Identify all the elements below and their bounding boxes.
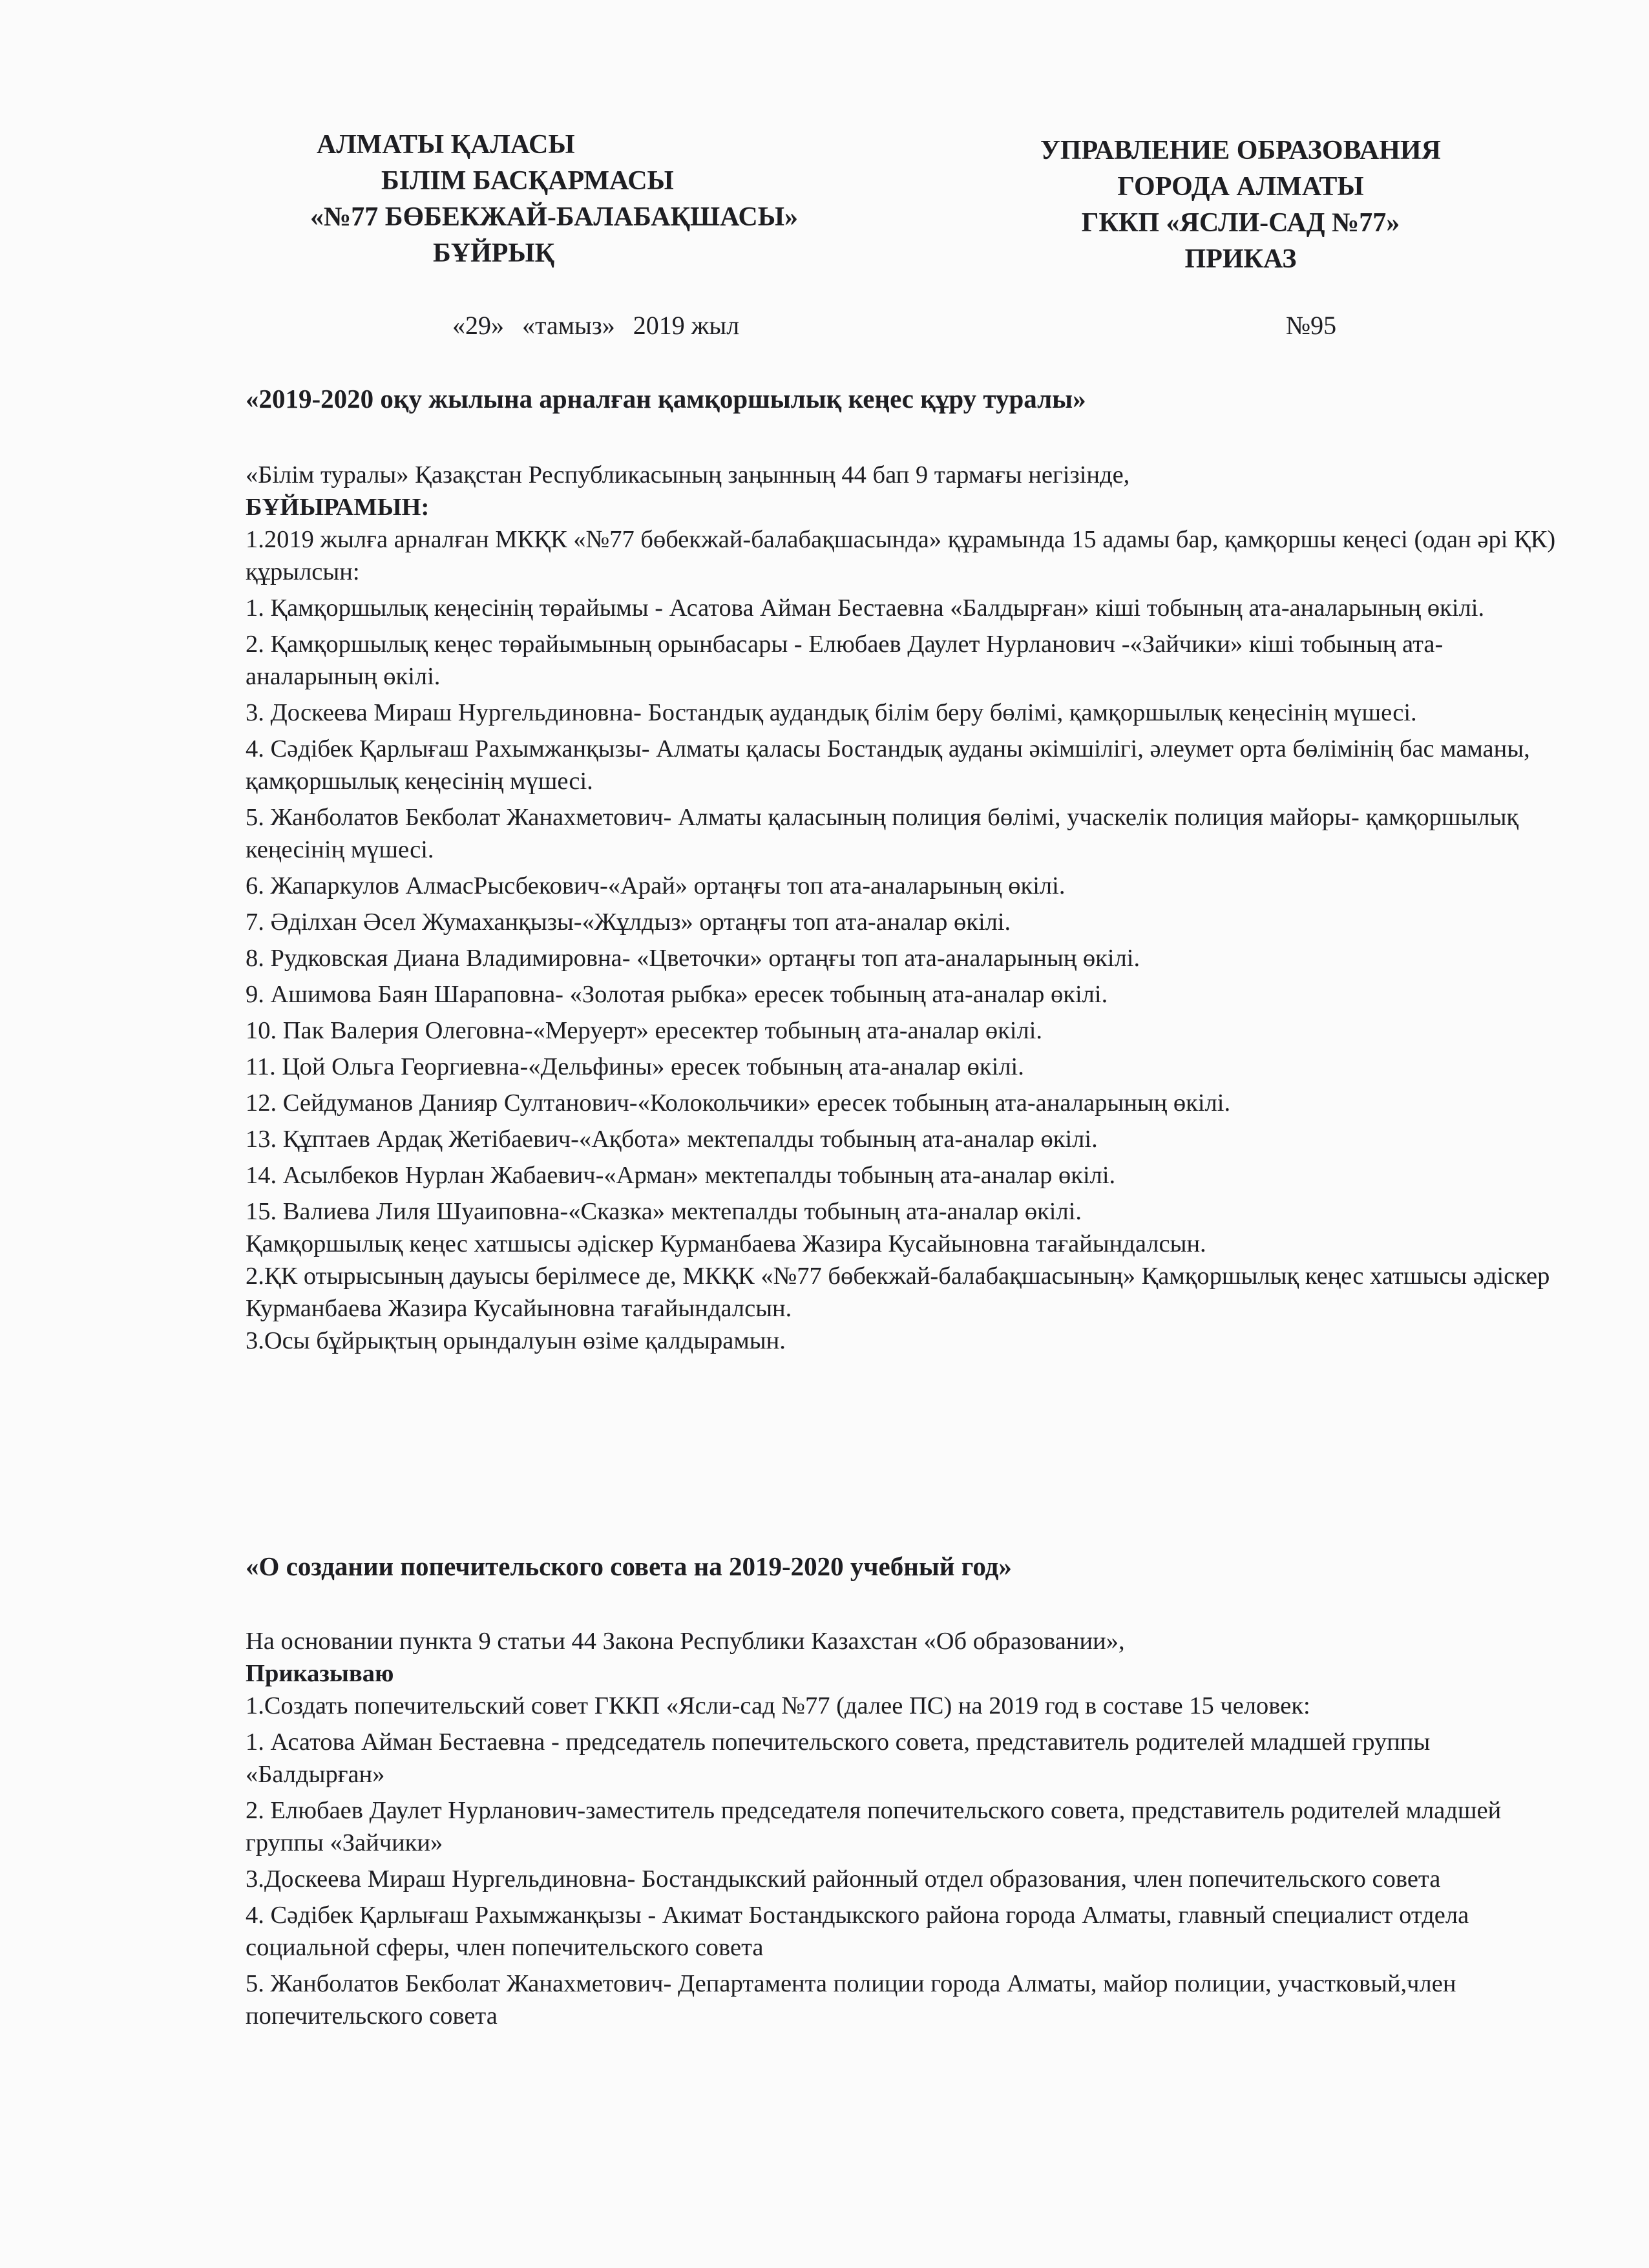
- date-year: 2019 жыл: [633, 311, 740, 340]
- order-number: №95: [1286, 311, 1337, 340]
- kz-order-body: [246, 459, 1557, 1357]
- header-kz-department: БІЛІМ БАСҚАРМАСЫ: [381, 166, 674, 196]
- kz-member-11: 11. Цой Ольга Георгиевна-«Дельфины» ересек тобының ата-аналар өкілі.: [246, 1053, 1024, 1080]
- ru-member-2: 2. Елюбаев Даулет Нурланович-заместитель председателя попечительского совета, представитель родителей младшей группы «Зайчики»: [246, 1797, 1502, 1856]
- header-ru-department: УПРАВЛЕНИЕ ОБРАЗОВАНИЯ: [1040, 136, 1441, 165]
- kz-member-13: 13. Құптаев Ардақ Жетібаевич-«Ақбота» мектепалды тобының ата-аналар өкілі.: [246, 1126, 1098, 1153]
- kz-member-4: 4. Сәдібек Қарлығаш Рахымжанқызы- Алматы қаласы Бостандық ауданы әкімшілігі, әлеумет орта бөлімінің бас маманы, қамқоршылық кеңесінің мүшесі.: [246, 735, 1530, 795]
- kz-order-title: «2019-2020 оқу жылына арналған қамқоршылық кеңес құру туралы»: [246, 384, 1086, 414]
- ru-member-5: 5. Жанболатов Бекболат Жанахметович- Департамента полиции города Алматы, майор полиции, участковый,член попечительского совета: [246, 1970, 1456, 2030]
- kz-member-2: 2. Қамқоршылық кеңес төрайымының орынбасары - Елюбаев Даулет Нурланович -«Зайчики» кіші тобының ата-аналарының өкілі.: [246, 631, 1444, 690]
- header-kazakh: [310, 127, 798, 271]
- ru-order-body: [246, 1625, 1557, 2032]
- date-month: «тамыз»: [522, 311, 615, 340]
- ru-member-4: 4. Сәдібек Қарлығаш Рахымжанқызы - Акимат Бостандыкского района города Алматы, главный специалист отдела социальной сферы, член попечительского совета: [246, 1902, 1469, 1961]
- header-ru-doc-type: ПРИКАЗ: [1184, 244, 1297, 274]
- ru-member-3: 3.Доскеева Мираш Нургельдиновна- Бостандыкский районный отдел образования, член попечительского совета: [246, 1865, 1441, 1893]
- ru-order-word: Приказываю: [246, 1660, 394, 1687]
- header-russian: [995, 132, 1486, 277]
- kz-member-9: 9. Ашимова Баян Шараповна- «Золотая рыбка» ересек тобының ата-аналар өкілі.: [246, 981, 1108, 1008]
- kz-point-3: 3.Осы бұйрықтың орындалуын өзіме қалдырамын.: [246, 1327, 786, 1354]
- kz-member-14: 14. Асылбеков Нурлан Жабаевич-«Арман» мектепалды тобының ата-аналар өкілі.: [246, 1162, 1116, 1189]
- ru-basis: На основании пункта 9 статьи 44 Закона Республики Казахстан «Об образовании»,: [246, 1628, 1125, 1655]
- kz-member-15: 15. Валиева Лиля Шуаиповна-«Сказка» мектепалды тобының ата-аналар өкілі.: [246, 1198, 1082, 1225]
- kz-intro: 1.2019 жылға арналған МКҚК «№77 бөбекжай-балабақшасында» құрамында 15 адамы бар, қамқоршы кеңесі (одан әрі ҚК) құрылсын:: [246, 526, 1556, 585]
- kz-member-10: 10. Пак Валерия Олеговна-«Меруерт» ересектер тобының ата-аналар өкілі.: [246, 1017, 1043, 1044]
- header-ru-city: ГОРОДА АЛМАТЫ: [1117, 172, 1364, 202]
- header-ru-organization: ГККП «ЯСЛИ-САД №77»: [1081, 208, 1400, 238]
- header-kz-city: АЛМАТЫ ҚАЛАСЫ: [317, 130, 575, 160]
- date-day: «29»: [452, 311, 504, 340]
- kz-member-12: 12. Сейдуманов Данияр Султанович-«Колокольчики» ересек тобының ата-аналарының өкілі.: [246, 1089, 1231, 1117]
- ru-member-1: 1. Асатова Айман Бестаевна - председатель попечительского совета, представитель родителей младшей группы «Балдырған»: [246, 1728, 1431, 1788]
- kz-member-6: 6. Жапаркулов АлмасРысбекович-«Арай» ортаңғы топ ата-аналарының өкілі.: [246, 872, 1066, 899]
- kz-member-3: 3. Доскеева Мираш Нургельдиновна- Бостандық аудандық білім беру бөлімі, қамқоршылық кеңесінің мүшесі.: [246, 699, 1417, 726]
- order-date: [452, 310, 751, 341]
- header-kz-organization: «№77 БӨБЕКЖАЙ-БАЛАБАҚШАСЫ»: [310, 202, 798, 232]
- ru-intro: 1.Создать попечительский совет ГККП «Ясли-сад №77 (далее ПС) на 2019 год в составе 15 человек:: [246, 1692, 1310, 1719]
- header-kz-doc-type: БҰЙРЫҚ: [433, 238, 555, 268]
- kz-member-5: 5. Жанболатов Бекболат Жанахметович- Алматы қаласының полиция бөлімі, учаскелік полиция майоры- қамқоршылық кеңесінің мүшесі.: [246, 804, 1519, 863]
- kz-order-word: БҰЙЫРАМЫН:: [246, 494, 430, 521]
- kz-member-1: 1. Қамқоршылық кеңесінің төрайымы - Асатова Айман Бестаевна «Балдырған» кіші тобының ата-аналарының өкілі.: [246, 594, 1485, 622]
- ru-order-title: «О создании попечительского совета на 2019-2020 учебный год»: [246, 1551, 1012, 1581]
- kz-secretary: Қамқоршылық кеңес хатшысы әдіскер Курманбаева Жазира Кусайыновна тағайындалсын.: [246, 1230, 1206, 1257]
- kz-member-8: 8. Рудковская Диана Владимировна- «Цветочки» ортаңғы топ ата-аналарының өкілі.: [246, 945, 1140, 972]
- kz-point-2: 2.ҚК отырысының дауысы берілмесе де, МКҚК «№77 бөбекжай-балабақшасының» Қамқоршылық кеңес хатшысы әдіскер Курманбаева Жазира Кусайыновна тағайындалсын.: [246, 1263, 1550, 1322]
- kz-basis: «Білім туралы» Қазақстан Республикасының заңынның 44 бап 9 тармағы негізінде,: [246, 461, 1130, 488]
- kz-member-7: 7. Әділхан Әсел Жумаханқызы-«Жұлдыз» ортаңғы топ ата-аналар өкілі.: [246, 908, 1011, 936]
